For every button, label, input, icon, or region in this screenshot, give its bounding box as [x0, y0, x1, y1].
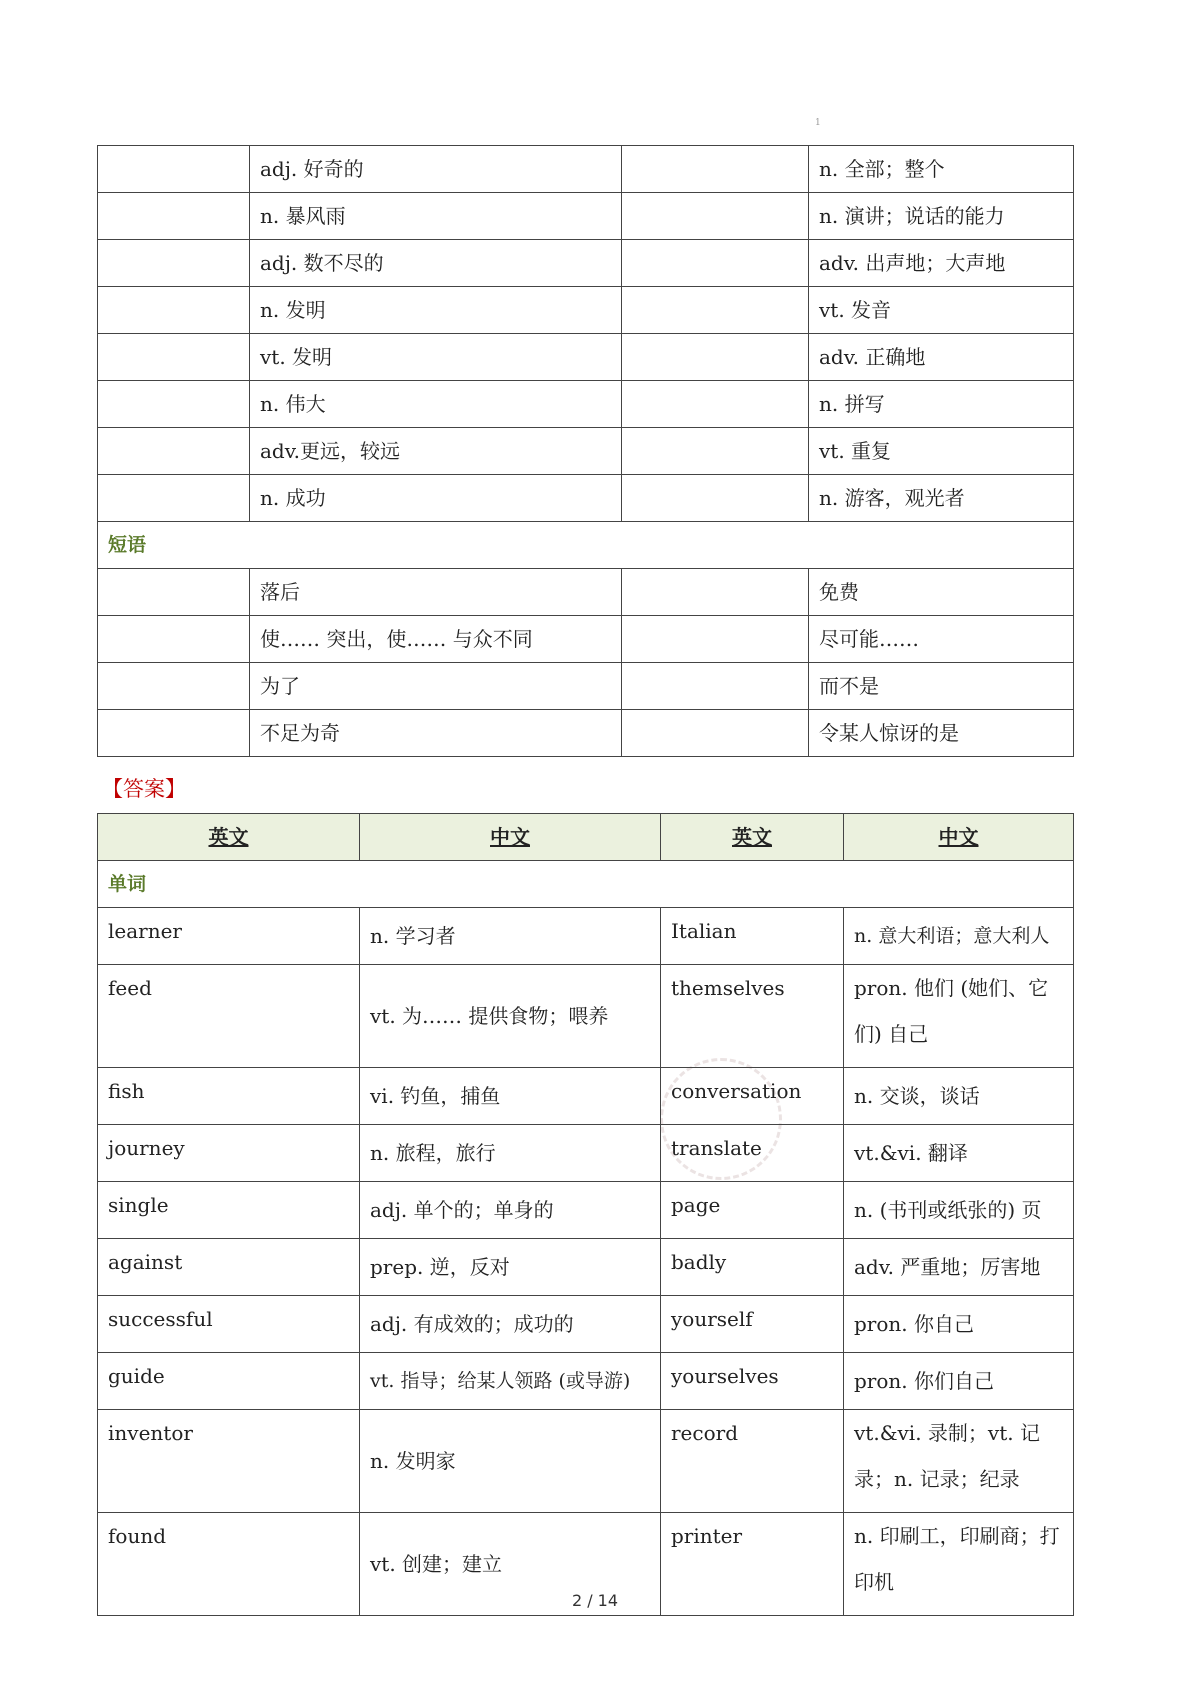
chinese-cell: adv. 严重地；厉害地 — [844, 1239, 1074, 1296]
blank-cell[interactable] — [622, 663, 809, 710]
english-cell: journey — [98, 1125, 360, 1182]
blank-cell[interactable] — [622, 334, 809, 381]
table-row — [98, 240, 1074, 287]
english-cell: single — [98, 1182, 360, 1239]
chinese-cell: adv. 正确地 — [809, 334, 1074, 381]
table-row — [98, 287, 1074, 334]
english-cell: printer — [661, 1513, 844, 1616]
english-cell: against — [98, 1239, 360, 1296]
blank-cell[interactable] — [622, 193, 809, 240]
chinese-cell: 而不是 — [809, 663, 1074, 710]
chinese-cell: n. 意大利语；意大利人 — [844, 908, 1074, 965]
chinese-cell: n. 游客，观光者 — [809, 475, 1074, 522]
english-cell: page — [661, 1182, 844, 1239]
section-row — [98, 861, 1074, 908]
header-row — [98, 814, 1074, 861]
table-row — [98, 193, 1074, 240]
chinese-cell: vt. 重复 — [809, 428, 1074, 475]
chinese-cell: n. (书刊或纸张的) 页 — [844, 1182, 1074, 1239]
table-row — [98, 710, 1074, 757]
chinese-cell: vt. 指导；给某人领路 (或导游) — [360, 1353, 661, 1410]
page-number: 2 / 14 — [571, 1591, 619, 1610]
english-cell: successful — [98, 1296, 360, 1353]
table-row — [98, 965, 1074, 1068]
table-row — [98, 334, 1074, 381]
chinese-cell: n. 伟大 — [250, 381, 622, 428]
blank-cell[interactable] — [622, 616, 809, 663]
chinese-cell: prep. 逆，反对 — [360, 1239, 661, 1296]
blank-cell[interactable] — [98, 193, 250, 240]
chinese-cell: n. 拼写 — [809, 381, 1074, 428]
chinese-cell: n. 发明 — [250, 287, 622, 334]
chinese-cell: vt.&vi. 录制；vt. 记录；n. 记录；纪录 — [844, 1410, 1074, 1513]
chinese-cell: vt. 为…… 提供食物；喂养 — [360, 965, 661, 1068]
chinese-cell: vt. 发明 — [250, 334, 622, 381]
blank-cell[interactable] — [622, 381, 809, 428]
chinese-cell: adv.更远，较远 — [250, 428, 622, 475]
table-row — [98, 1410, 1074, 1513]
chinese-cell: adj. 有成效的；成功的 — [360, 1296, 661, 1353]
chinese-cell: adv. 出声地；大声地 — [809, 240, 1074, 287]
blank-cell[interactable] — [98, 334, 250, 381]
english-cell: learner — [98, 908, 360, 965]
chinese-cell: n. 旅程，旅行 — [360, 1125, 661, 1182]
table-row — [98, 1125, 1074, 1182]
chinese-cell: n. 发明家 — [360, 1410, 661, 1513]
blank-cell[interactable] — [622, 287, 809, 334]
header-english: 英文 — [98, 814, 360, 861]
table-row — [98, 1353, 1074, 1410]
chinese-cell: n. 印刷工，印刷商；打印机 — [844, 1513, 1074, 1616]
chinese-cell: pron. 他们 (她们、它们) 自己 — [844, 965, 1074, 1068]
english-cell: fish — [98, 1068, 360, 1125]
header-english: 英文 — [661, 814, 844, 861]
blank-cell[interactable] — [98, 381, 250, 428]
chinese-cell: n. 演讲；说话的能力 — [809, 193, 1074, 240]
blank-cell[interactable] — [98, 240, 250, 287]
english-cell: translate — [661, 1125, 844, 1182]
phrases-heading: 短语 — [98, 522, 1074, 569]
chinese-cell: vt. 发音 — [809, 287, 1074, 334]
english-cell: feed — [98, 965, 360, 1068]
chinese-cell: 使…… 突出，使…… 与众不同 — [250, 616, 622, 663]
section-row — [98, 522, 1074, 569]
blank-cell[interactable] — [98, 146, 250, 193]
vocab-exercise-table — [97, 145, 1074, 757]
blank-cell[interactable] — [622, 569, 809, 616]
answer-table — [97, 813, 1074, 1616]
chinese-cell: n. 暴风雨 — [250, 193, 622, 240]
table-row — [98, 1239, 1074, 1296]
english-cell: badly — [661, 1239, 844, 1296]
chinese-cell: 令某人惊讶的是 — [809, 710, 1074, 757]
table-row — [98, 1068, 1074, 1125]
english-cell: guide — [98, 1353, 360, 1410]
chinese-cell: pron. 你们自己 — [844, 1353, 1074, 1410]
blank-cell[interactable] — [98, 663, 250, 710]
blank-cell[interactable] — [98, 616, 250, 663]
table-row — [98, 475, 1074, 522]
english-cell: yourselves — [661, 1353, 844, 1410]
chinese-cell: 免费 — [809, 569, 1074, 616]
english-cell: yourself — [661, 1296, 844, 1353]
blank-cell[interactable] — [98, 287, 250, 334]
table-row — [98, 1182, 1074, 1239]
chinese-cell: pron. 你自己 — [844, 1296, 1074, 1353]
table-row — [98, 428, 1074, 475]
english-cell: found — [98, 1513, 360, 1616]
english-cell: Italian — [661, 908, 844, 965]
table-row — [98, 616, 1074, 663]
chinese-cell: vt. 创建；建立 — [360, 1513, 661, 1616]
blank-cell[interactable] — [622, 475, 809, 522]
chinese-cell: 为了 — [250, 663, 622, 710]
table-row — [98, 381, 1074, 428]
chinese-cell: n. 成功 — [250, 475, 622, 522]
table-row — [98, 569, 1074, 616]
chinese-cell: adj. 数不尽的 — [250, 240, 622, 287]
chinese-cell: 落后 — [250, 569, 622, 616]
chinese-cell: n. 交谈，谈话 — [844, 1068, 1074, 1125]
blank-cell[interactable] — [622, 710, 809, 757]
english-cell: record — [661, 1410, 844, 1513]
blank-cell[interactable] — [98, 710, 250, 757]
blank-cell[interactable] — [622, 146, 809, 193]
header-chinese: 中文 — [360, 814, 661, 861]
chinese-cell: n. 学习者 — [360, 908, 661, 965]
header-chinese: 中文 — [844, 814, 1074, 861]
answer-label: 【答案】 — [102, 777, 186, 801]
table-row — [98, 146, 1074, 193]
english-cell: conversation — [661, 1068, 844, 1125]
blank-cell[interactable] — [98, 428, 250, 475]
chinese-cell: adj. 好奇的 — [250, 146, 622, 193]
english-cell: inventor — [98, 1410, 360, 1513]
blank-cell[interactable] — [98, 475, 250, 522]
table-row — [98, 908, 1074, 965]
chinese-cell: vt.&vi. 翻译 — [844, 1125, 1074, 1182]
blank-cell[interactable] — [622, 428, 809, 475]
table-row — [98, 663, 1074, 710]
blank-cell[interactable] — [98, 569, 250, 616]
blank-cell[interactable] — [622, 240, 809, 287]
chinese-cell: vi. 钓鱼，捕鱼 — [360, 1068, 661, 1125]
chinese-cell: 尽可能…… — [809, 616, 1074, 663]
english-cell: themselves — [661, 965, 844, 1068]
table-row — [98, 1296, 1074, 1353]
chinese-cell: n. 全部；整个 — [809, 146, 1074, 193]
chinese-cell: adj. 单个的；单身的 — [360, 1182, 661, 1239]
words-heading: 单词 — [98, 861, 1074, 908]
chinese-cell: 不足为奇 — [250, 710, 622, 757]
page-marker: 1 — [815, 118, 821, 128]
